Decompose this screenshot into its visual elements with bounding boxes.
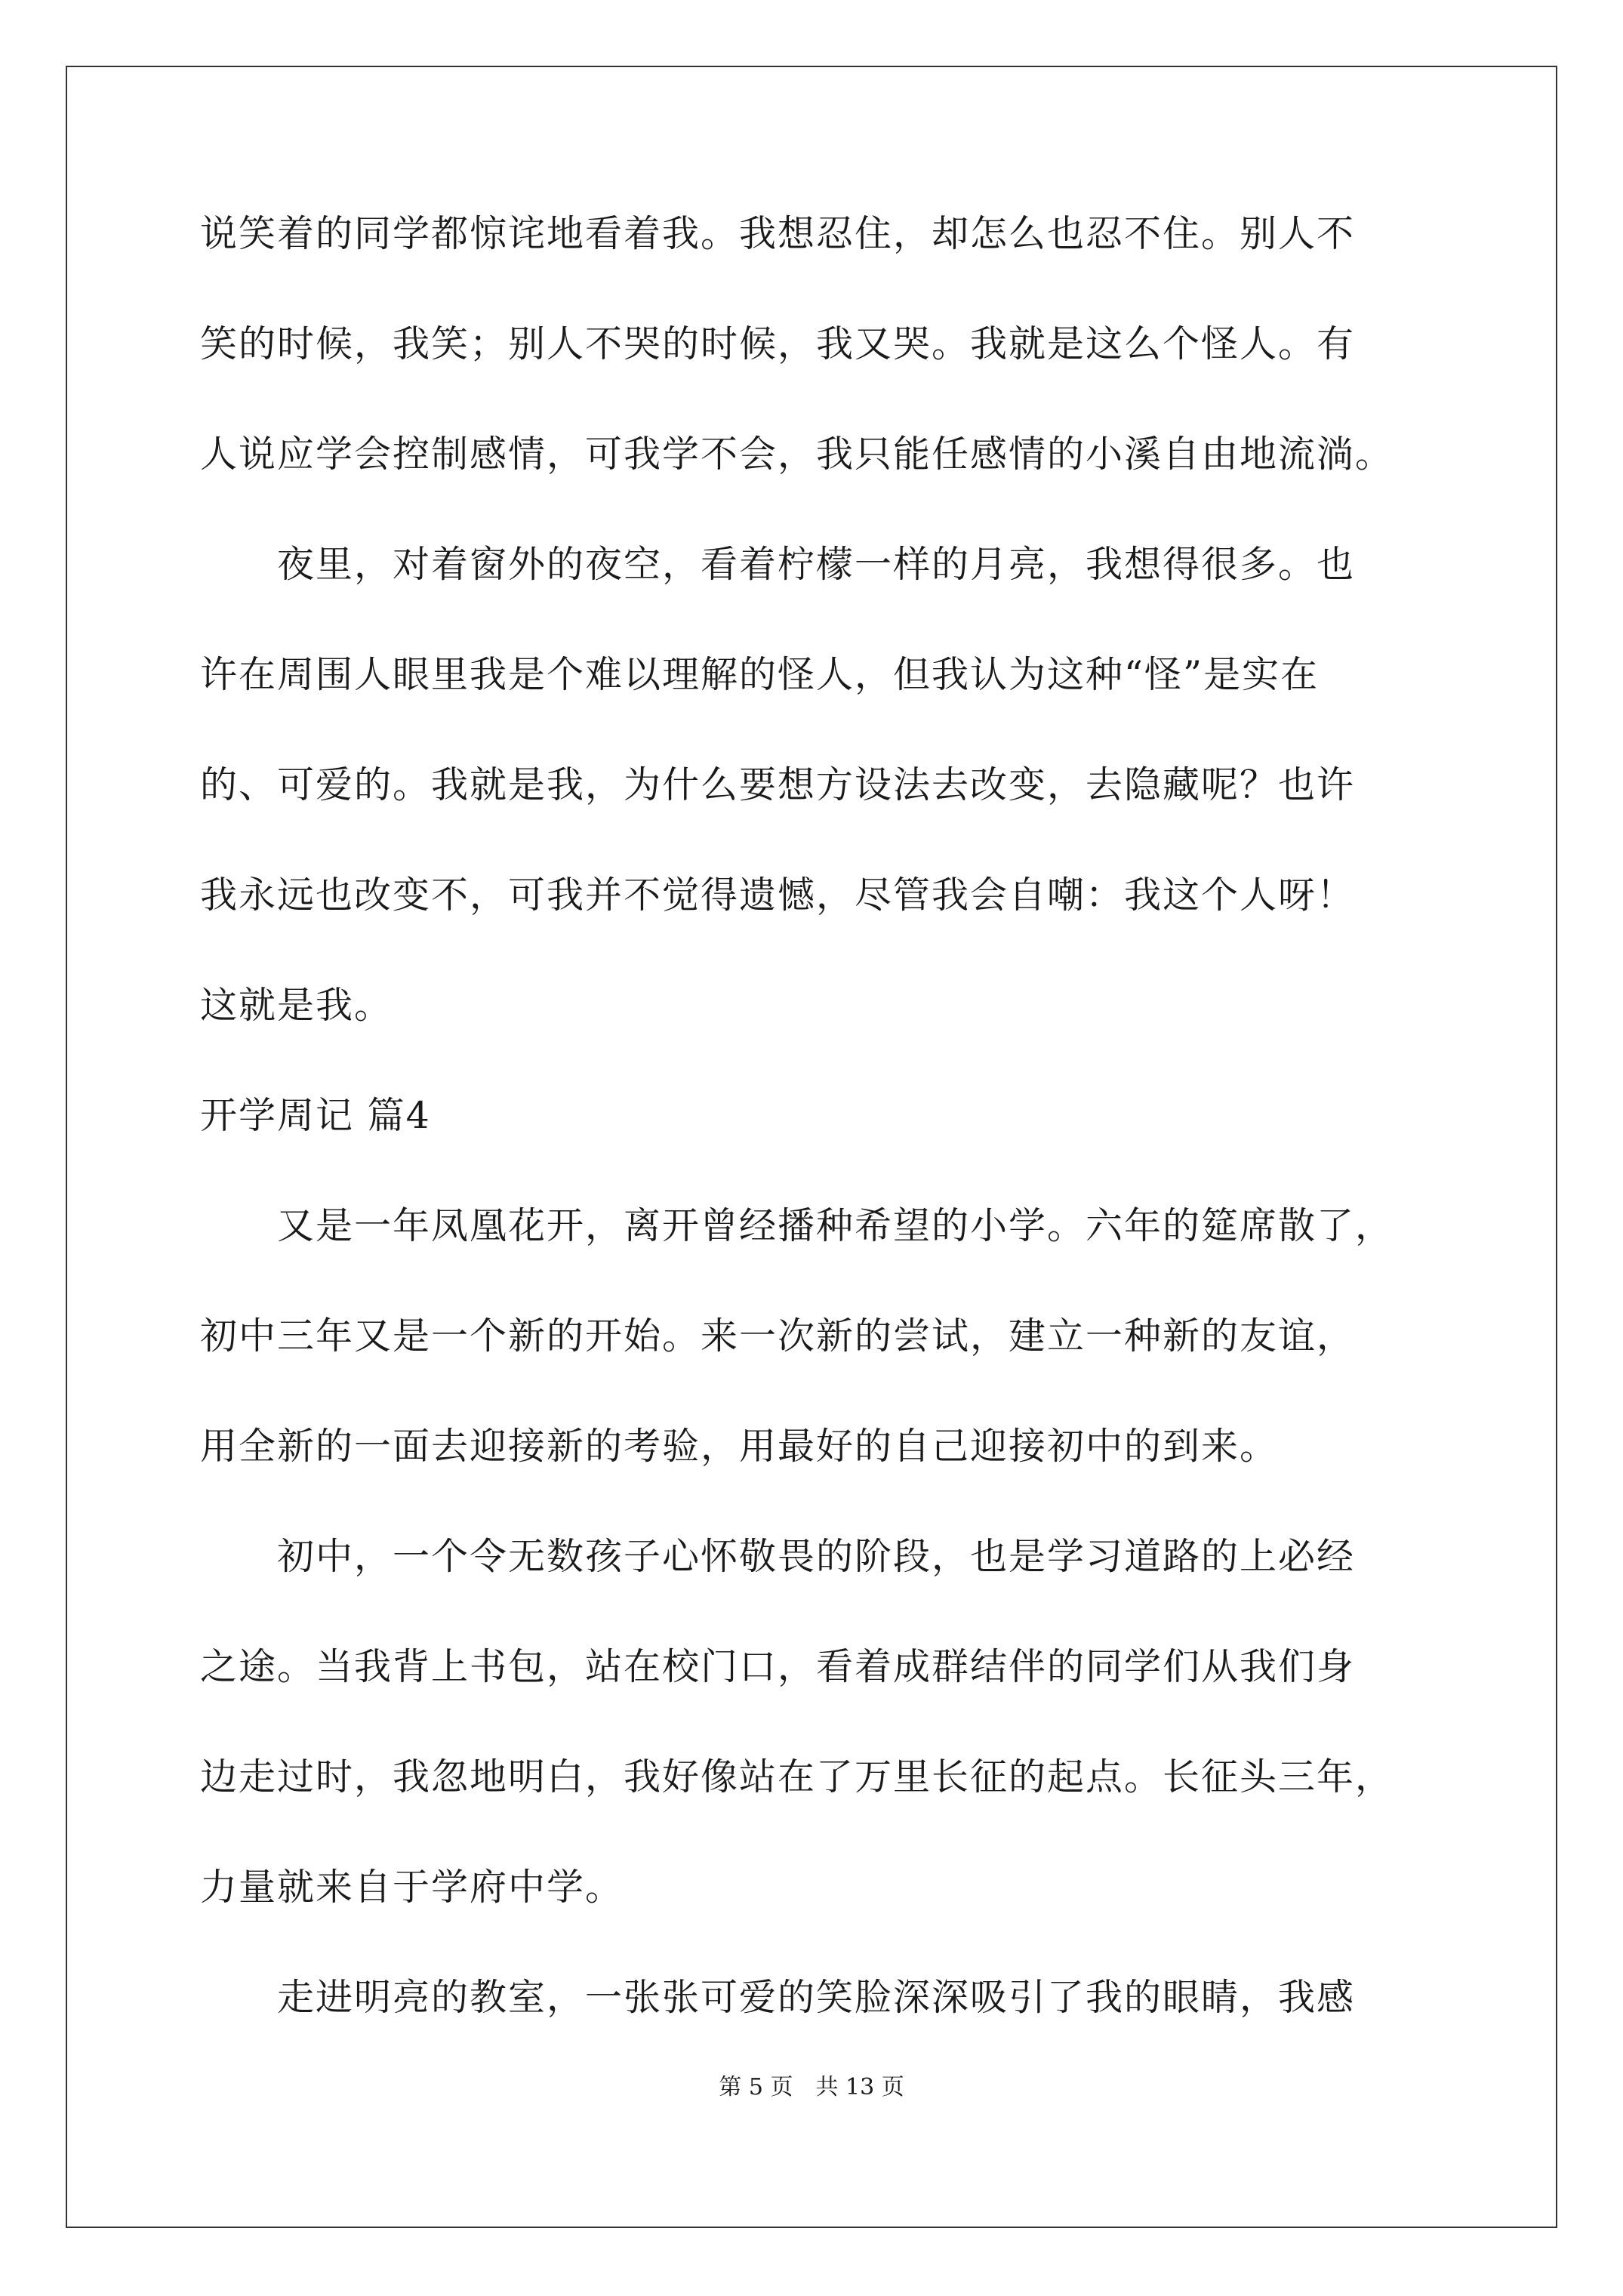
text-line: 的、可爱的。我就是我，为什么要想方设法去改变，去隐藏呢？也许 bbox=[200, 763, 1356, 806]
text-line: 之途。当我背上书包，站在校门口，看着成群结伴的同学们从我们身 bbox=[200, 1645, 1356, 1688]
page-number-footer: 第 5 页 共 13 页 bbox=[719, 2074, 904, 2100]
text-line: 笑的时候，我笑；别人不哭的时候，我又哭。我就是这么个怪人。有 bbox=[200, 322, 1356, 365]
text-line: 我永远也改变不，可我并不觉得遗憾，尽管我会自嘲：我这个人呀！ bbox=[200, 874, 1356, 917]
text-line: 力量就来自于学府中学。 bbox=[200, 1866, 624, 1909]
text-line: 说笑着的同学都惊诧地看着我。我想忍住，却怎么也忍不住。别人不 bbox=[200, 212, 1356, 255]
text-line: 许在周围人眼里我是个难以理解的怪人，但我认为这种“怪”是实在 bbox=[200, 653, 1320, 696]
text-line: 初中三年又是一个新的开始。来一次新的尝试，建立一种新的友谊， bbox=[200, 1314, 1356, 1358]
text-line: 又是一年凤凰花开，离开曾经播种希望的小学。六年的筵席散了， bbox=[200, 1204, 1394, 1247]
section-heading: 开学周记 篇4 bbox=[200, 1094, 431, 1137]
text-line: 走进明亮的教室，一张张可爱的笑脸深深吸引了我的眼睛，我感 bbox=[200, 1976, 1356, 2019]
text-line: 夜里，对着窗外的夜空，看着柠檬一样的月亮，我想得很多。也 bbox=[200, 543, 1356, 586]
text-line: 这就是我。 bbox=[200, 984, 393, 1027]
text-line: 初中，一个令无数孩子心怀敬畏的阶段，也是学习道路的上必经 bbox=[200, 1535, 1356, 1578]
text-line: 用全新的一面去迎接新的考验，用最好的自己迎接初中的到来。 bbox=[200, 1425, 1279, 1468]
text-line: 人说应学会控制感情，可我学不会，我只能任感情的小溪自由地流淌。 bbox=[200, 433, 1394, 476]
text-line: 边走过时，我忽地明白，我好像站在了万里长征的起点。长征头三年， bbox=[200, 1755, 1394, 1798]
